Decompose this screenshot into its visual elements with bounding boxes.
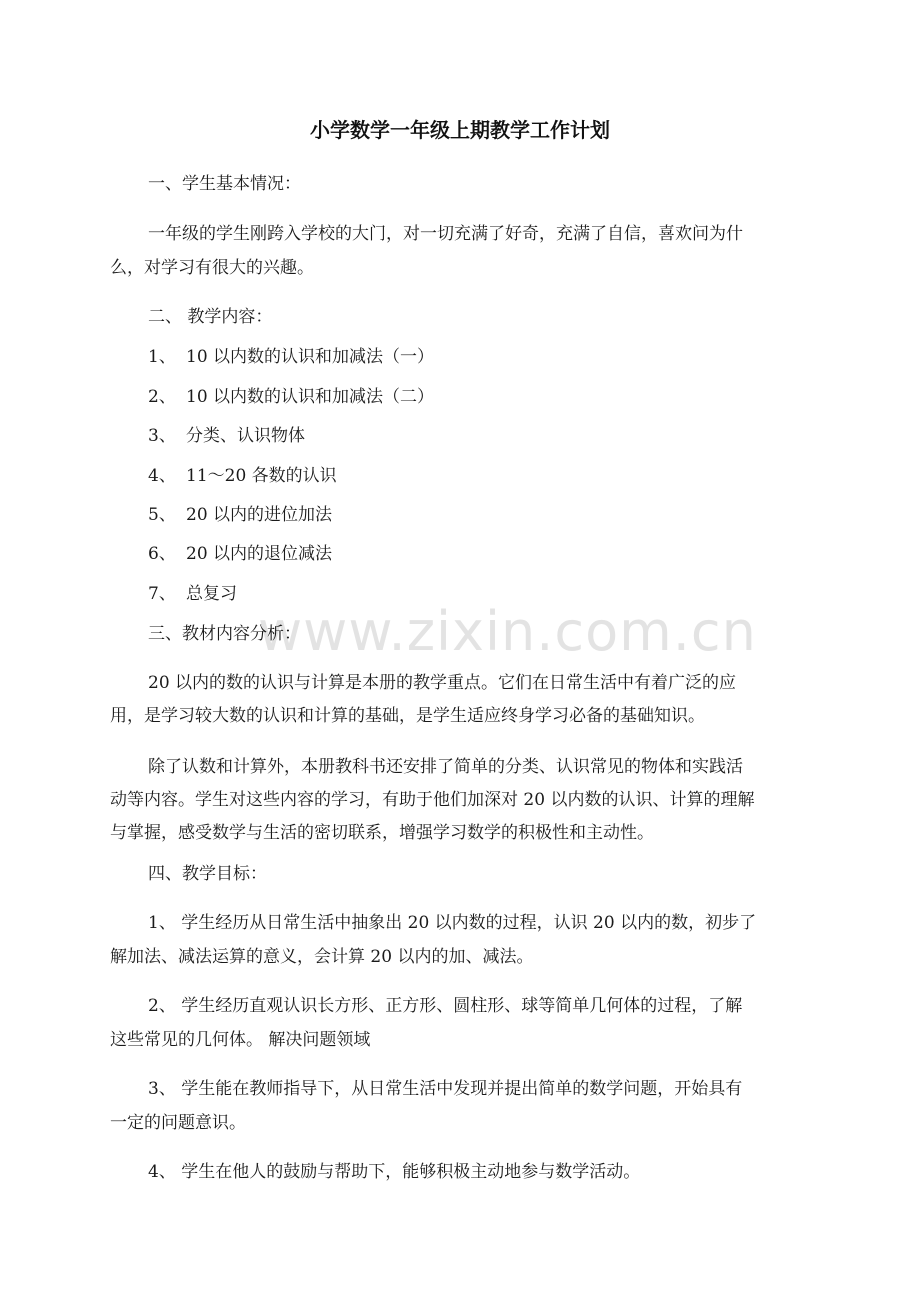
list-item-number: 4、 [148,466,176,486]
section4-goal3-line1: 3、 学生能在教师指导下，从日常生活中发现并提出简单的数学问题，开始具有 [148,1079,743,1099]
list-item-text: 11～20 各数的认识 [186,466,337,486]
section1-paragraph-line2: 么，对学习有很大的兴趣。 [110,258,314,278]
page-title: 小学数学一年级上期教学工作计划 [310,118,610,142]
section1-heading: 一、学生基本情况： [148,174,301,194]
section4-goal4-line1: 4、 学生在他人的鼓励与帮助下，能够积极主动地参与数学活动。 [148,1162,641,1182]
section3-p2-line1: 除了认数和计算外，本册教科书还安排了简单的分类、认识常见的物体和实践活 [148,757,743,777]
list-item-number: 6、 [148,544,176,564]
section4-goal1-line1: 1、 学生经历从日常生活中抽象出 20 以内数的过程，认识 20 以内的数，初步了 [148,913,757,933]
list-item [148,582,810,606]
list-item-text: 总复习 [186,584,237,604]
section3-p2-line2: 动等内容。学生对这些内容的学习，有助于他们加深对 20 以内数的认识、计算的理解 [110,790,755,810]
list-item [148,424,810,448]
section2-heading: 二、 教学内容： [148,307,273,327]
list-item-number: 1、 [148,347,176,367]
section4-goal3-line2: 一定的问题意识。 [110,1113,246,1133]
list-item [148,542,810,566]
list-item-text: 20 以内的退位减法 [186,544,333,564]
section1-paragraph-line1: 一年级的学生刚跨入学校的大门，对一切充满了好奇，充满了自信，喜欢问为什 [148,224,743,244]
list-item-text: 10 以内数的认识和加减法（二） [186,387,435,407]
list-item [148,385,810,409]
section4-goal2-line1: 2、 学生经历直观认识长方形、正方形、圆柱形、球等简单几何体的过程，了解 [148,996,743,1016]
section3-p2-line3: 与掌握，感受数学与生活的密切联系，增强学习数学的积极性和主动性。 [110,823,654,843]
list-item-text: 20 以内的进位加法 [186,505,333,525]
list-item [148,345,810,369]
list-item-text: 分类、认识物体 [186,426,305,446]
section4-goal1-line2: 解加法、减法运算的意义，会计算 20 以内的加、减法。 [110,947,534,967]
section3-p1-line2: 用，是学习较大数的认识和计算的基础，是学生适应终身学习必备的基础知识。 [110,706,705,726]
list-item-number: 5、 [148,505,176,525]
section4-goal2-line2: 这些常见的几何体。 解决问题领域 [110,1030,371,1050]
list-item-text: 10 以内数的认识和加减法（一） [186,347,435,367]
section3-p1-line1: 20 以内的数的认识与计算是本册的教学重点。它们在日常生活中有着广泛的应 [148,673,737,693]
list-item-number: 7、 [148,584,176,604]
list-item [148,503,810,527]
section3-heading: 三、教材内容分析： [148,624,301,644]
list-item [148,464,810,488]
section4-heading: 四、教学目标： [148,864,267,884]
list-item-number: 3、 [148,426,176,446]
list-item-number: 2、 [148,387,176,407]
watermark: www.zixin.com.cn [258,600,757,663]
